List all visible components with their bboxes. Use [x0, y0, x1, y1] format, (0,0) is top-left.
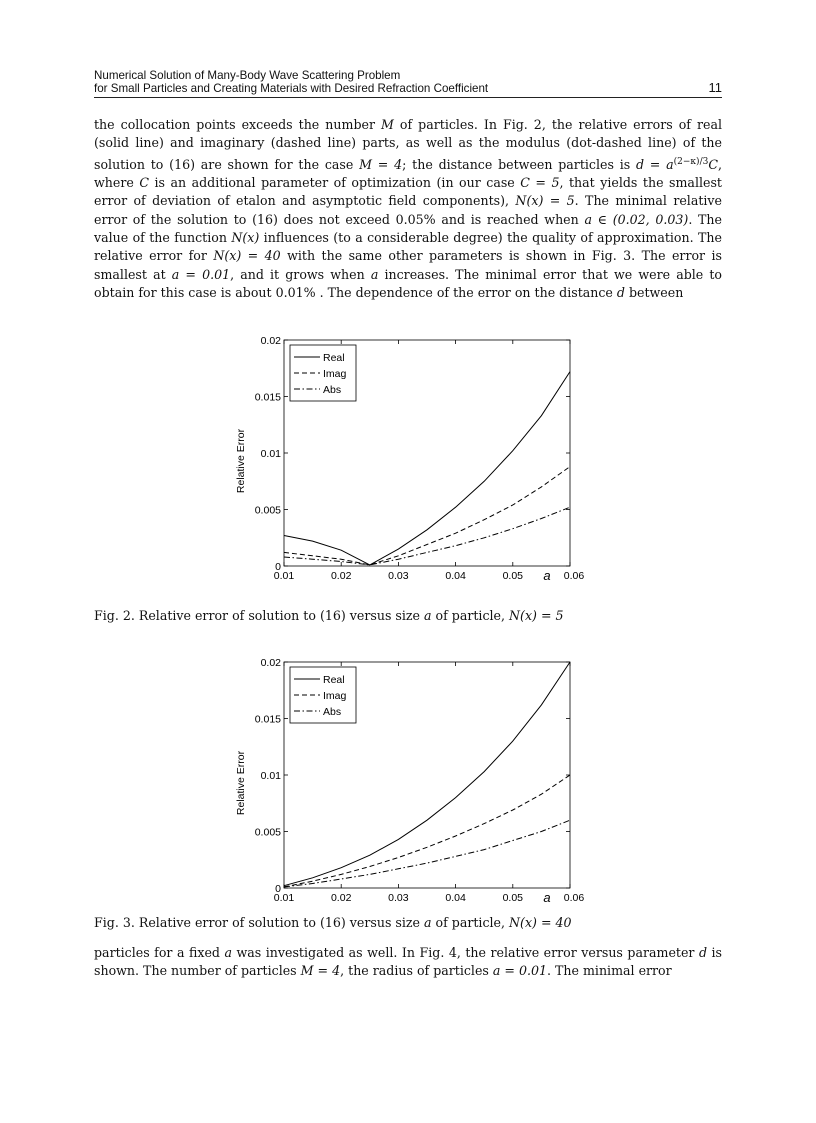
- legend-label-imag: Imag: [323, 368, 347, 380]
- y-tick-label: 0.02: [260, 657, 281, 669]
- running-header: [94, 69, 722, 95]
- x-axis-label: a: [543, 568, 551, 583]
- y-tick-label: 0.005: [254, 504, 281, 517]
- series-line-imag: [284, 775, 570, 887]
- header-line-2: for Small Particles and Creating Materials with Desired Refraction Coefficient: [94, 82, 489, 95]
- header-rule: [94, 97, 722, 98]
- x-tick-label: 0.03: [388, 570, 409, 582]
- y-tick-label: 0.005: [254, 826, 281, 839]
- x-tick-label: 0.02: [330, 892, 352, 904]
- y-tick-label: 0: [275, 883, 281, 895]
- x-tick-label: 0.04: [445, 892, 466, 904]
- x-tick-label: 0.04: [445, 570, 466, 582]
- x-tick-label: 0.02: [330, 570, 352, 582]
- legend-label-real: Real: [323, 674, 345, 686]
- legend-label-real: Real: [323, 352, 345, 364]
- x-tick-label: 0.05: [502, 570, 524, 582]
- series-line-abs: [284, 507, 570, 565]
- y-tick-label: 0.02: [260, 335, 281, 347]
- figure-3: [220, 655, 590, 905]
- series-line-abs: [284, 820, 570, 887]
- legend-label-abs: Abs: [323, 384, 342, 396]
- x-axis-label: a: [543, 890, 551, 905]
- x-tick-label: 0.06: [563, 892, 585, 904]
- x-tick-label: 0.05: [502, 892, 524, 904]
- y-axis-label: Relative Error: [235, 428, 247, 494]
- figure-2-chart: [220, 333, 590, 583]
- body-paragraph-2: particles for a fixed a was investigated as well. In Fig. 4, the relative error versus parameter d is shown. The number of particles M = 4, the radius of particles a = 0.01. The minimal error: [94, 945, 722, 979]
- legend-label-imag: Imag: [323, 690, 347, 702]
- x-tick-label: 0.01: [273, 570, 295, 582]
- page-number: 11: [708, 80, 722, 95]
- y-tick-label: 0.01: [260, 770, 281, 782]
- header-line-1: Numerical Solution of Many-Body Wave Scattering Problem: [94, 69, 401, 82]
- figure-3-chart: [220, 655, 590, 905]
- body-paragraph-1: the collocation points exceeds the number M of particles. In Fig. 2, the relative errors of real (solid line) and imaginary (dashed line) parts, as well as the modulus (dot-dashed line) of the solution to (16) are shown for the case M = 4; the distance between particles is $d = a^{(2-\kappa)/3}C$, where C is an additional parameter of optimization (in our case C = 5, that yields the smallest error of deviation of etalon and asymptotic field components), N(x) = 5. The minimal relative error of the solution to (16) does not exceed 0.05% and is reached when a ∈ (0.02, 0.03). The value of the function N(x) influences (to a considerable degree) the quality of approximation. The relative error for N(x) = 40 with the same other parameters is shown in Fig. 3. The error is smallest at a = 0.01, and it grows when a increases. The minimal error that we were able to obtain for this case is about 0.01% . The dependence of the error on the distance d between: [94, 117, 723, 300]
- x-tick-label: 0.01: [273, 892, 295, 904]
- y-tick-label: 0: [275, 561, 281, 573]
- figure-2: [220, 333, 590, 583]
- x-tick-label: 0.06: [563, 570, 585, 582]
- figure-2-caption: Fig. 2. Relative error of solution to (16) versus size a of particle, N(x) = 5: [94, 608, 564, 623]
- y-tick-label: 0.015: [254, 713, 281, 726]
- figure-3-caption: Fig. 3. Relative error of solution to (16) versus size a of particle, N(x) = 40: [94, 915, 572, 930]
- y-axis-label: Relative Error: [235, 750, 247, 816]
- y-tick-label: 0.015: [254, 391, 281, 404]
- x-tick-label: 0.03: [388, 892, 409, 904]
- y-tick-label: 0.01: [260, 448, 281, 460]
- legend-label-abs: Abs: [323, 706, 342, 718]
- series-line-imag: [284, 467, 570, 565]
